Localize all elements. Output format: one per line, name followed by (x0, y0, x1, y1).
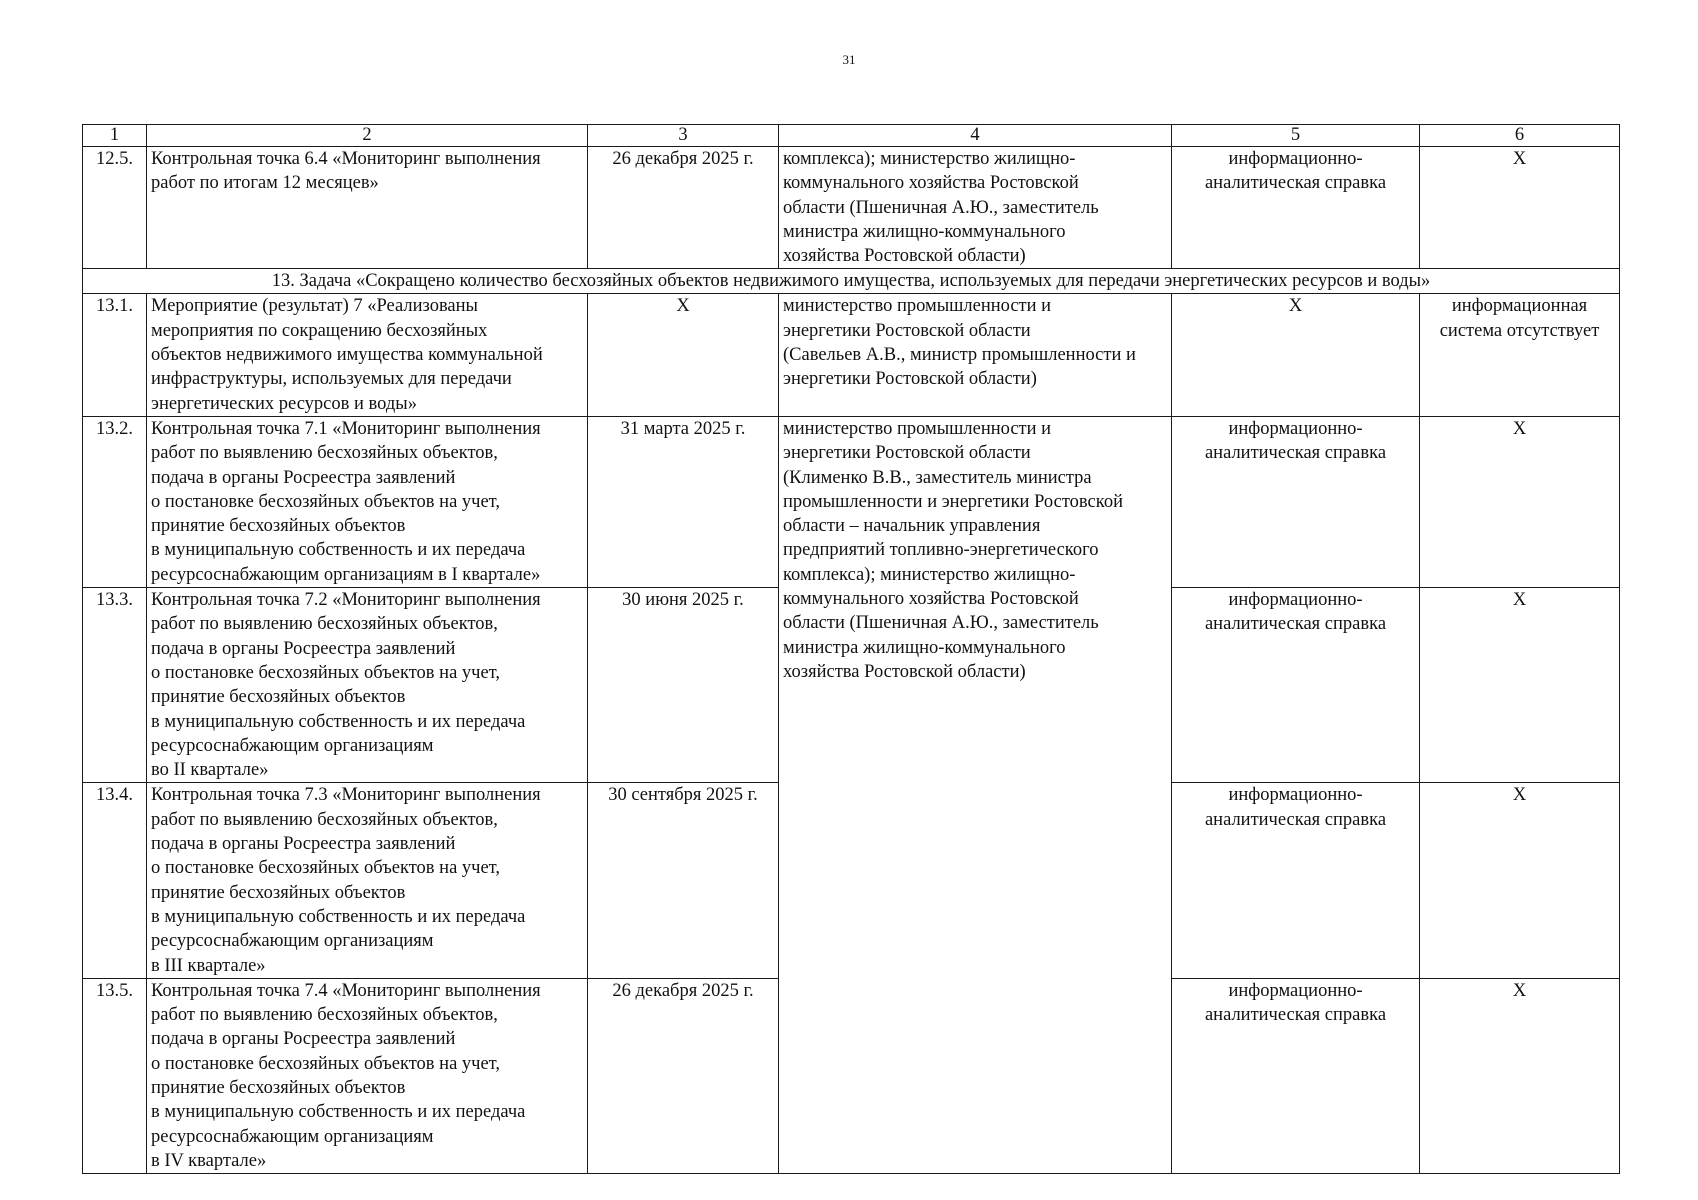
table-row (83, 416, 1620, 587)
row-date: 26 декабря 2025 г. (588, 147, 779, 269)
row-name: Контрольная точка 7.2 «Мониторинг выполнения работ по выявлению бесхозяйных объектов, подача в органы Росреестра заявлений о постановке бесхозяйных объектов на учет, принятие бесхозяйных объектов в муниципальную собственность и их передача ресурсоснабжающим организациям во II квартале» (147, 588, 588, 783)
row-document: информационно- аналитическая справка (1172, 588, 1420, 783)
row-system: Х (1420, 978, 1620, 1173)
column-header: 2 (147, 125, 588, 147)
row-number: 13.1. (83, 294, 147, 416)
row-name: Контрольная точка 7.3 «Мониторинг выполнения работ по выявлению бесхозяйных объектов, подача в органы Росреестра заявлений о постановке бесхозяйных объектов на учет, принятие бесхозяйных объектов в муниципальную собственность и их передача ресурсоснабжающим организациям в III квартале» (147, 783, 588, 978)
row-name: Мероприятие (результат) 7 «Реализованы мероприятия по сокращению бесхозяйных объектов недвижимого имущества коммунальной инфраструктуры, используемых для передачи энергетических ресурсов и воды» (147, 294, 588, 416)
row-number: 13.5. (83, 978, 147, 1173)
column-header: 1 (83, 125, 147, 147)
table-header-row (83, 125, 1620, 147)
row-document: Х (1172, 294, 1420, 416)
row-date: 31 марта 2025 г. (588, 416, 779, 587)
row-name: Контрольная точка 7.4 «Мониторинг выполнения работ по выявлению бесхозяйных объектов, подача в органы Росреестра заявлений о постановке бесхозяйных объектов на учет, принятие бесхозяйных объектов в муниципальную собственность и их передача ресурсоснабжающим организациям в IV квартале» (147, 978, 588, 1173)
row-responsible: министерство промышленности и энергетики Ростовской области (Савельев А.В., министр промышленности и энергетики Ростовской области) (779, 294, 1172, 416)
row-date: 30 июня 2025 г. (588, 588, 779, 783)
column-header: 5 (1172, 125, 1420, 147)
column-header: 4 (779, 125, 1172, 147)
row-number: 13.3. (83, 588, 147, 783)
row-name: Контрольная точка 6.4 «Мониторинг выполнения работ по итогам 12 месяцев» (147, 147, 588, 269)
row-document: информационно- аналитическая справка (1172, 147, 1420, 269)
row-date: 26 декабря 2025 г. (588, 978, 779, 1173)
plan-table (82, 124, 1620, 1174)
row-responsible: министерство промышленности и энергетики Ростовской области (Клименко В.В., заместитель министра промышленности и энергетики Ростовской области – начальник управления предприятий топливно-энергетического комплекса); министерство жилищно- коммунального хозяйства Ростовской области (Пшеничная А.Ю., заместитель министра жилищно-коммунального хозяйства Ростовской области) (779, 416, 1172, 1173)
table-row (83, 294, 1620, 416)
row-number: 12.5. (83, 147, 147, 269)
task-row (83, 269, 1620, 294)
table-row (83, 147, 1620, 269)
row-document: информационно- аналитическая справка (1172, 978, 1420, 1173)
page-number: 31 (842, 52, 856, 67)
row-responsible: комплекса); министерство жилищно- коммунального хозяйства Ростовской области (Пшеничная А.Ю., заместитель министра жилищно-коммунального хозяйства Ростовской области) (779, 147, 1172, 269)
row-system: Х (1420, 416, 1620, 587)
row-name: Контрольная точка 7.1 «Мониторинг выполнения работ по выявлению бесхозяйных объектов, подача в органы Росреестра заявлений о постановке бесхозяйных объектов на учет, принятие бесхозяйных объектов в муниципальную собственность и их передача ресурсоснабжающим организациям в I квартале» (147, 416, 588, 587)
row-date: 30 сентября 2025 г. (588, 783, 779, 978)
column-header: 3 (588, 125, 779, 147)
row-document: информационно- аналитическая справка (1172, 783, 1420, 978)
row-system: информационная система отсутствует (1420, 294, 1620, 416)
row-system: Х (1420, 783, 1620, 978)
row-system: Х (1420, 147, 1620, 269)
row-document: информационно- аналитическая справка (1172, 416, 1420, 587)
task-title: 13. Задача «Сокращено количество бесхозяйных объектов недвижимого имущества, используемых для передачи энергетических ресурсов и воды» (83, 269, 1620, 294)
row-number: 13.2. (83, 416, 147, 587)
row-date: Х (588, 294, 779, 416)
row-number: 13.4. (83, 783, 147, 978)
column-header: 6 (1420, 125, 1620, 147)
row-system: Х (1420, 588, 1620, 783)
